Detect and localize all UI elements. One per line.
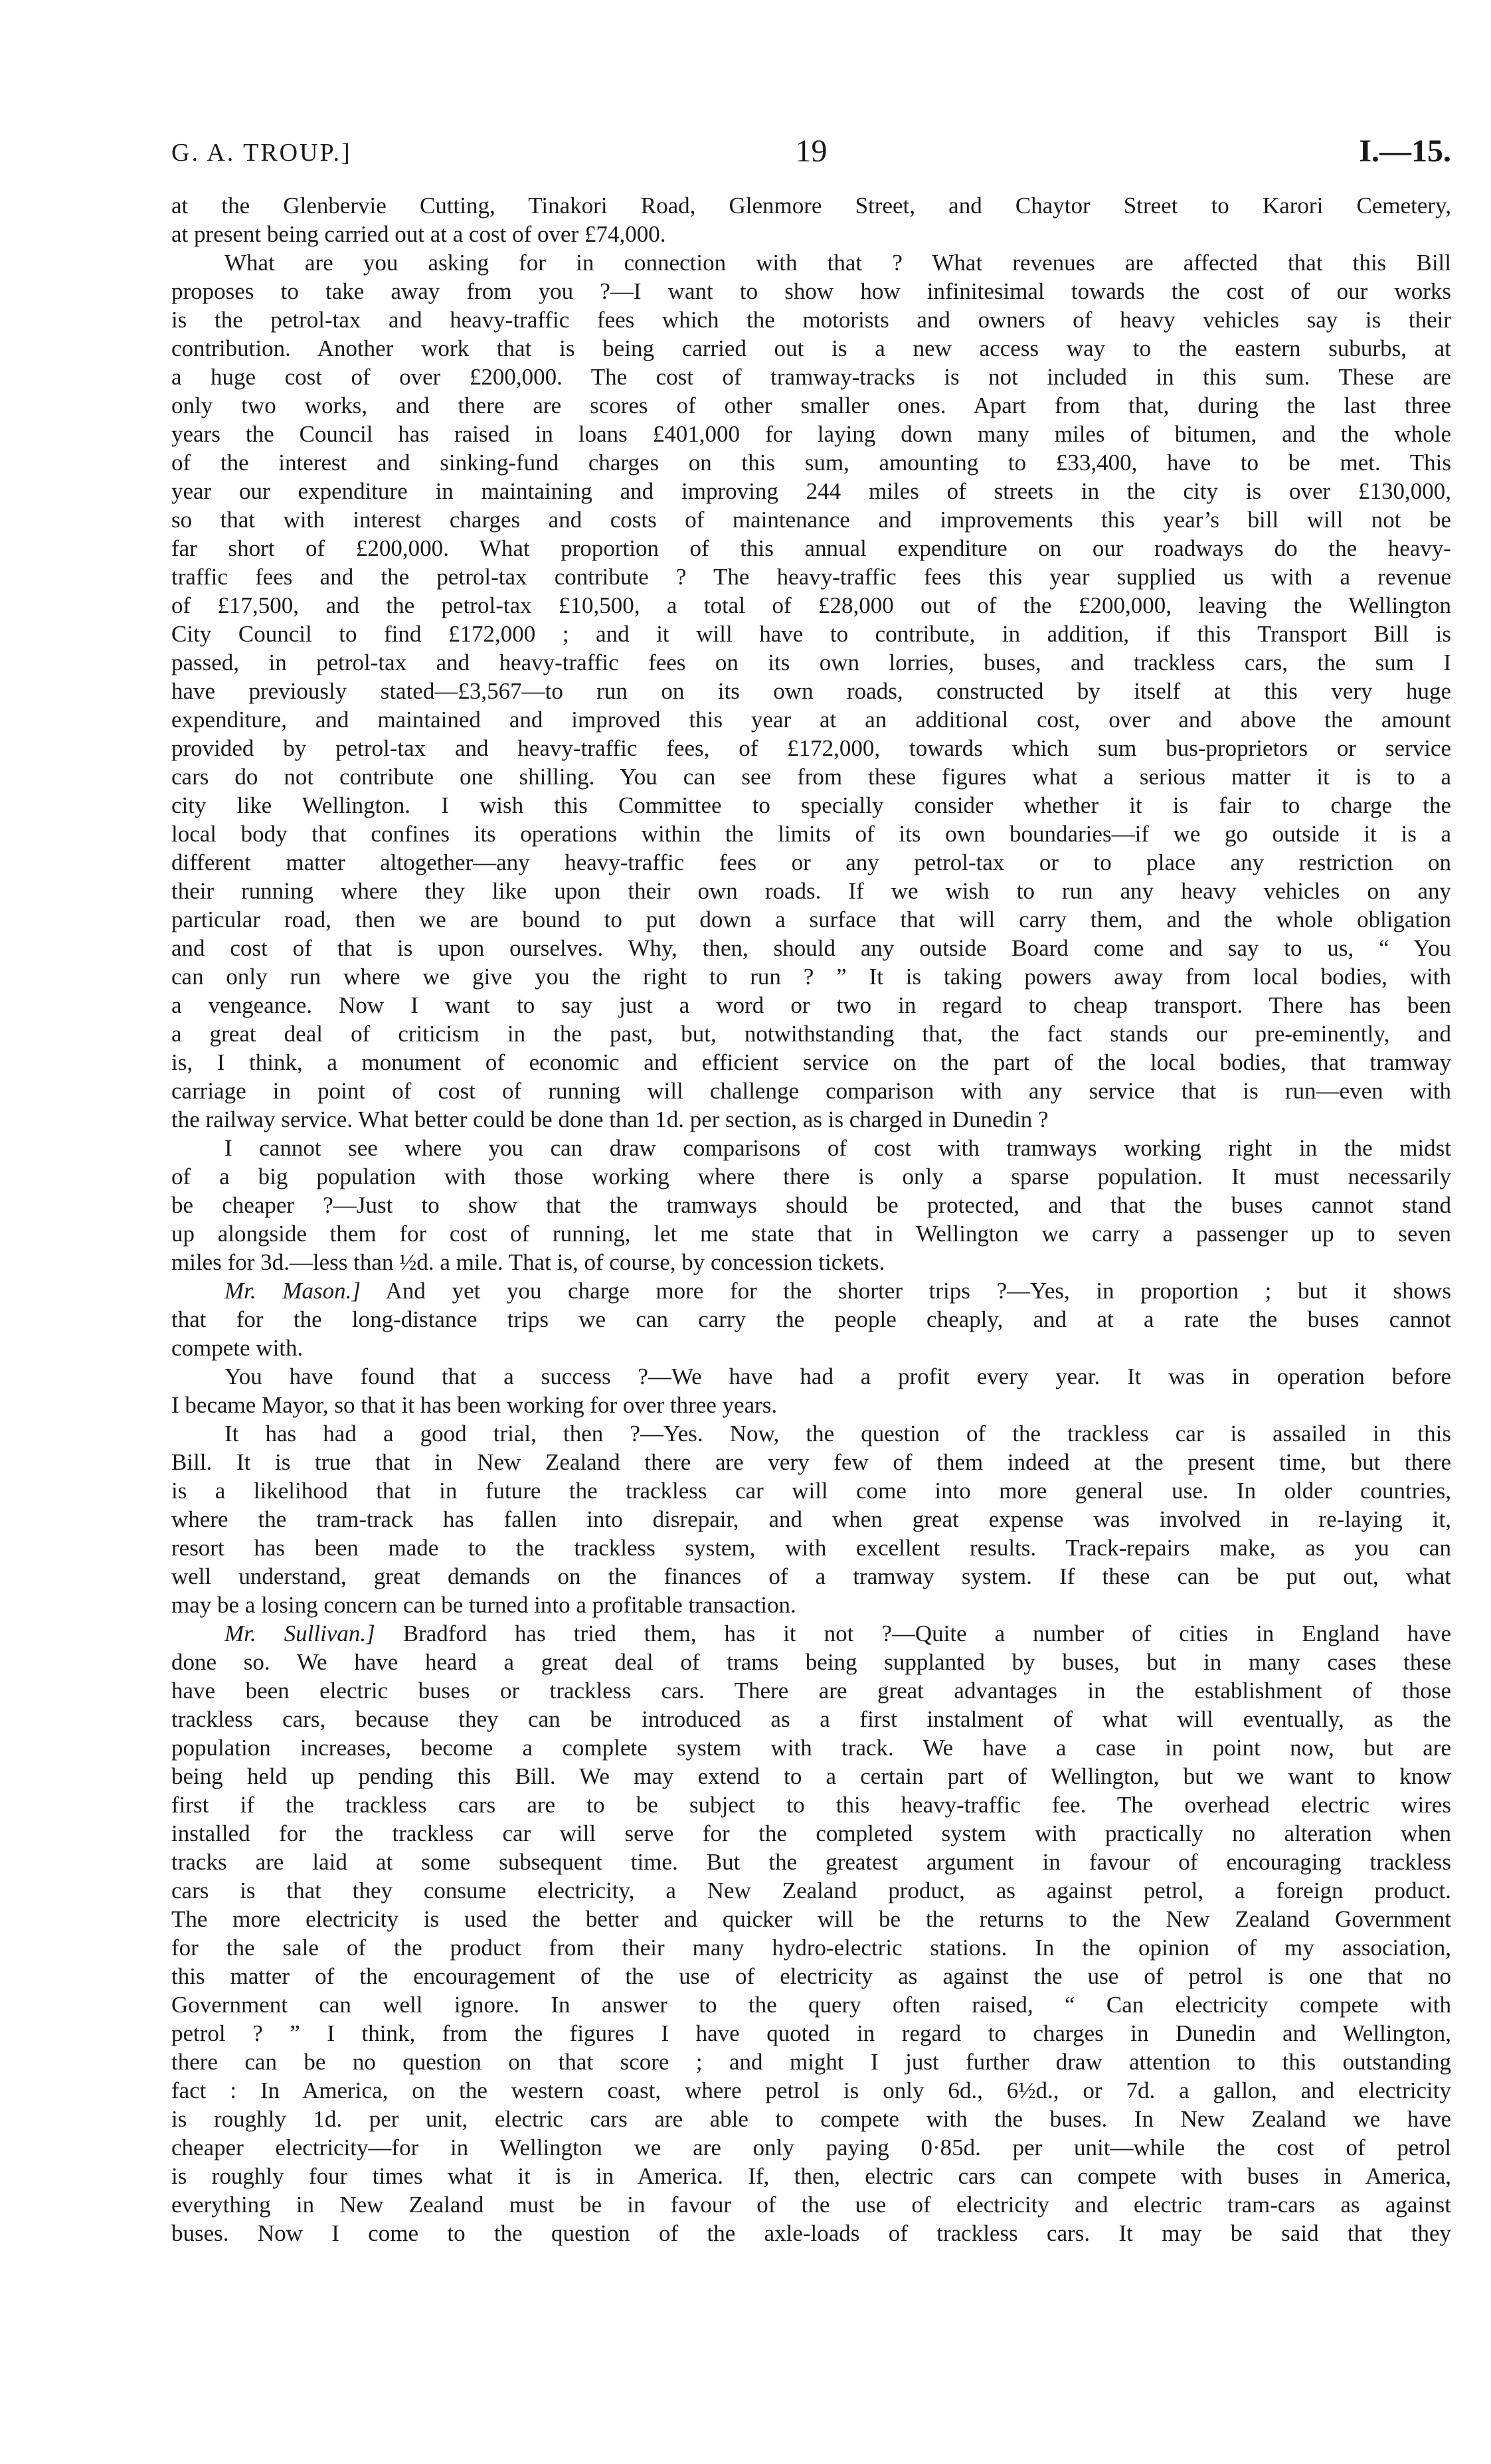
line-text: done so. We have heard a great deal of trams being supplanted by buses, but in many cases these — [171, 1649, 1451, 1675]
paragraph — [171, 1362, 1451, 1419]
body-text — [171, 191, 1451, 2247]
text-line — [171, 1505, 1451, 1534]
line-text: provided by petrol-tax and heavy-traffic fees, of £172,000, towards which sum bus-proprietors or service — [171, 735, 1451, 761]
line-text: Bill. It is true that in New Zealand there are very few of them indeed at the present time, but there — [171, 1449, 1451, 1475]
paragraph — [171, 1276, 1451, 1362]
text-line — [171, 1191, 1451, 1219]
line-text: cars do not contribute one shilling. You can see from these figures what a serious matter it is to a — [171, 764, 1451, 790]
line-text: years the Council has raised in loans £401,000 for laying down many miles of bitumen, and the whole — [171, 421, 1451, 447]
text-line — [171, 1276, 1451, 1305]
line-text: What are you asking for in connection with that ? What revenues are affected that this Bill — [224, 250, 1451, 276]
text-line — [171, 334, 1451, 363]
line-text: installed for the trackless car will serve for the completed system with practically no alteration when — [171, 1820, 1451, 1846]
text-line — [171, 1619, 1451, 1648]
text-line — [171, 1305, 1451, 1334]
text-line — [171, 991, 1451, 1019]
text-line — [171, 1591, 1451, 1619]
text-line — [171, 2190, 1451, 2219]
text-line — [171, 820, 1451, 848]
text-line — [171, 620, 1451, 648]
text-line — [171, 2219, 1451, 2247]
text-line — [171, 248, 1451, 277]
line-text: Government can well ignore. In answer to the query often raised, “ Can electricity compete with — [171, 1992, 1451, 2018]
line-text: up alongside them for cost of running, let me state that in Wellington we carry a passenger up to seven — [171, 1221, 1451, 1247]
line-text: year our expenditure in maintaining and improving 244 miles of streets in the city is over £130,000, — [171, 478, 1451, 504]
line-text: well understand, great demands on the finances of a tramway system. If these can be put out, what — [171, 1563, 1451, 1589]
line-text: The more electricity is used the better and quicker will be the returns to the New Zealand Government — [171, 1906, 1451, 1932]
line-text: cars is that they consume electricity, a New Zealand product, as against petrol, a foreign product. — [171, 1878, 1451, 1903]
text-line — [171, 1733, 1451, 1762]
speaker-label: Mr. Sullivan.] — [224, 1621, 375, 1646]
line-text: buses. Now I come to the question of the axle-loads of trackless cars. It may be said that they — [171, 2220, 1451, 2246]
line-text: population increases, become a complete system with track. We have a case in point now, but are — [171, 1735, 1451, 1761]
text-line — [171, 191, 1451, 220]
text-line — [171, 1419, 1451, 1448]
line-text: expenditure, and maintained and improved this year at an additional cost, over and above the amount — [171, 707, 1451, 733]
text-line — [171, 1990, 1451, 2019]
line-text: is, I think, a monument of economic and efficient service on the part of the local bodies, that tramway — [171, 1049, 1451, 1075]
line-text: for the sale of the product from their many hydro-electric stations. In the opinion of my association, — [171, 1935, 1451, 1961]
text-line — [171, 363, 1451, 391]
text-line — [171, 1562, 1451, 1591]
line-text: carriage in point of cost of running will challenge comparison with any service that is run—even with — [171, 1078, 1451, 1104]
line-text: different matter altogether—any heavy-traffic fees or any petrol-tax or to place any restriction on — [171, 849, 1451, 875]
line-text: is roughly four times what it is in America. If, then, electric cars can compete with buses in America, — [171, 2163, 1451, 2189]
text-line — [171, 2162, 1451, 2190]
line-text: And yet you charge more for the shorter trips ?—Yes, in proportion ; but it shows — [385, 1278, 1451, 1304]
text-line — [171, 277, 1451, 306]
line-text: I cannot see where you can draw comparisons of cost with tramways working right in the midst — [224, 1135, 1451, 1161]
line-text: their running where they like upon their own roads. If we wish to run any heavy vehicles on any — [171, 878, 1451, 904]
line-text: It has had a good trial, then ?—Yes. Now, the question of the trackless car is assailed in this — [224, 1421, 1451, 1447]
text-line — [171, 1705, 1451, 1733]
text-line — [171, 2133, 1451, 2162]
text-line — [171, 1762, 1451, 1791]
line-text: at present being carried out at a cost of over £74,000. — [171, 221, 666, 247]
line-text: miles for 3d.—less than ½d. a mile. That is, of course, by concession tickets. — [171, 1249, 885, 1275]
line-text: passed, in petrol-tax and heavy-traffic fees on its own lorries, buses, and trackless cars, the sum I — [171, 650, 1451, 675]
text-line — [171, 848, 1451, 877]
text-line — [171, 1219, 1451, 1248]
text-line — [171, 1648, 1451, 1676]
line-text: trackless cars, because they can be introduced as a first instalment of what will eventually, as the — [171, 1706, 1451, 1732]
line-text: Bradford has tried them, has it not ?—Quite a number of cities in England have — [402, 1621, 1451, 1646]
line-text: and cost of that is upon ourselves. Why, then, should any outside Board come and say to us, “ You — [171, 935, 1451, 961]
page-header — [171, 133, 1451, 173]
text-line — [171, 220, 1451, 248]
line-text: far short of £200,000. What proportion of this annual expenditure on our roadways do the heavy- — [171, 535, 1451, 561]
line-text: the railway service. What better could be done than 1d. per section, as is charged in Dunedin ? — [171, 1106, 1049, 1132]
text-line — [171, 1134, 1451, 1162]
line-text: may be a losing concern can be turned into a profitable transaction. — [171, 1592, 796, 1618]
line-text: this matter of the encouragement of the use of electricity as against the use of petrol is one that no — [171, 1963, 1451, 1989]
text-line — [171, 563, 1451, 591]
text-line — [171, 762, 1451, 791]
text-line — [171, 1876, 1451, 1905]
line-text: everything in New Zealand must be in favour of the use of electricity and electric tram-cars as against — [171, 2192, 1451, 2218]
text-line — [171, 1476, 1451, 1505]
line-text: city like Wellington. I wish this Committee to specially consider whether it is fair to charge the — [171, 792, 1451, 818]
line-text: proposes to take away from you ?—I want to show how infinitesimal towards the cost of our works — [171, 278, 1451, 304]
text-line — [171, 1791, 1451, 1819]
line-text: only two works, and there are scores of other smaller ones. Apart from that, during the last three — [171, 393, 1451, 418]
speaker-label: Mr. Mason.] — [224, 1278, 361, 1304]
line-text: is the petrol-tax and heavy-traffic fees which the motorists and owners of heavy vehicles say is their — [171, 307, 1451, 333]
line-text: be cheaper ?—Just to show that the tramways should be protected, and that the buses cannot stand — [171, 1192, 1451, 1218]
text-line — [171, 1248, 1451, 1276]
line-text: is a likelihood that in future the trackless car will come into more general use. In older countries, — [171, 1478, 1451, 1504]
text-line — [171, 1905, 1451, 1933]
line-text: have previously stated—£3,567—to run on its own roads, constructed by itself at this very huge — [171, 678, 1451, 704]
line-text: petrol ? ” I think, from the figures I have quoted in regard to charges in Dunedin and Wellington, — [171, 2020, 1451, 2046]
line-text: fact : In America, on the western coast, where petrol is only 6d., 6½d., or 7d. a gallon, and electricity — [171, 2077, 1451, 2103]
witness-name: G. A. TROUP.] — [171, 139, 352, 167]
paragraph — [171, 1619, 1451, 2247]
text-line — [171, 1819, 1451, 1848]
text-line — [171, 591, 1451, 620]
text-line — [171, 1448, 1451, 1476]
document-reference: I.—15. — [1359, 133, 1451, 169]
text-line — [171, 2019, 1451, 2048]
text-line — [171, 448, 1451, 477]
text-line — [171, 2105, 1451, 2133]
text-line — [171, 677, 1451, 705]
line-text: a vengeance. Now I want to say just a word or two in regard to cheap transport. There has been — [171, 992, 1451, 1018]
line-text: so that with interest charges and costs of maintenance and improvements this year’s bill will not be — [171, 507, 1451, 533]
text-line — [171, 1534, 1451, 1562]
line-text: being held up pending this Bill. We may extend to a certain part of Wellington, but we want to know — [171, 1763, 1451, 1789]
text-line — [171, 1162, 1451, 1191]
paragraph — [171, 1134, 1451, 1276]
text-line — [171, 877, 1451, 905]
text-line — [171, 391, 1451, 420]
line-text: first if the trackless cars are to be subject to this heavy-traffic fee. The overhead electric wires — [171, 1792, 1451, 1818]
line-text: You have found that a success ?—We have had a profit every year. It was in operation before — [224, 1364, 1451, 1389]
line-text: can only run where we give you the right to run ? ” It is taking powers away from local bodies, with — [171, 964, 1451, 990]
text-line — [171, 934, 1451, 962]
line-text: compete with. — [171, 1335, 304, 1361]
text-line — [171, 306, 1451, 334]
line-text: I became Mayor, so that it has been working for over three years. — [171, 1392, 778, 1418]
text-line — [171, 705, 1451, 734]
text-line — [171, 1362, 1451, 1391]
text-line — [171, 420, 1451, 448]
line-text: at the Glenbervie Cutting, Tinakori Road, Glenmore Street, and Chaytor Street to Karori Cemetery, — [171, 193, 1451, 219]
line-text: a huge cost of over £200,000. The cost of tramway-tracks is not included in this sum. These are — [171, 364, 1451, 390]
paragraph — [171, 191, 1451, 248]
text-line — [171, 1105, 1451, 1134]
text-line — [171, 1676, 1451, 1705]
line-text: traffic fees and the petrol-tax contribute ? The heavy-traffic fees this year supplied us with a revenue — [171, 564, 1451, 590]
text-line — [171, 1019, 1451, 1048]
text-line — [171, 1077, 1451, 1105]
text-line — [171, 734, 1451, 762]
paragraph — [171, 1419, 1451, 1619]
text-line — [171, 648, 1451, 677]
text-line — [171, 1933, 1451, 1962]
text-line — [171, 2076, 1451, 2105]
page-number: 19 — [795, 133, 828, 169]
line-text: have been electric buses or trackless cars. There are great advantages in the establishment of those — [171, 1678, 1451, 1704]
line-text: a great deal of criticism in the past, but, notwithstanding that, the fact stands our pre-eminently, and — [171, 1021, 1451, 1047]
line-text: local body that confines its operations within the limits of its own boundaries—if we go outside it is a — [171, 821, 1451, 847]
line-text: contribution. Another work that is being carried out is a new access way to the eastern suburbs, at — [171, 335, 1451, 361]
line-text: tracks are laid at some subsequent time. But the greatest argument in favour of encouraging trackless — [171, 1849, 1451, 1875]
text-line — [171, 2048, 1451, 2076]
line-text: that for the long-distance trips we can carry the people cheaply, and at a rate the buses cannot — [171, 1306, 1451, 1332]
line-text: particular road, then we are bound to put down a surface that will carry them, and the whole obligation — [171, 907, 1451, 932]
text-line — [171, 1334, 1451, 1362]
text-line — [171, 1048, 1451, 1077]
line-text: of a big population with those working where there is only a sparse population. It must necessarily — [171, 1164, 1451, 1189]
text-line — [171, 962, 1451, 991]
text-line — [171, 477, 1451, 505]
text-line — [171, 534, 1451, 563]
text-line — [171, 905, 1451, 934]
text-line — [171, 791, 1451, 820]
line-text: where the tram-track has fallen into disrepair, and when great expense was involved in re-laying it, — [171, 1506, 1451, 1532]
text-line — [171, 1962, 1451, 1990]
line-text: is roughly 1d. per unit, electric cars are able to compete with the buses. In New Zealand we have — [171, 2106, 1451, 2132]
line-text: there can be no question on that score ; and might I just further draw attention to this outstanding — [171, 2049, 1451, 2075]
text-line — [171, 505, 1451, 534]
text-line — [171, 1391, 1451, 1419]
line-text: resort has been made to the trackless system, with excellent results. Track-repairs make, as you can — [171, 1535, 1451, 1561]
line-text: of the interest and sinking-fund charges on this sum, amounting to £33,400, have to be met. This — [171, 450, 1451, 476]
line-text: cheaper electricity—for in Wellington we are only paying 0·85d. per unit—while the cost of petrol — [171, 2135, 1451, 2160]
text-line — [171, 1848, 1451, 1876]
paragraph — [171, 248, 1451, 1134]
line-text: of £17,500, and the petrol-tax £10,500, a total of £28,000 out of the £200,000, leaving the Wellington — [171, 592, 1451, 618]
line-text: City Council to find £172,000 ; and it will have to contribute, in addition, if this Transport Bill is — [171, 621, 1451, 647]
